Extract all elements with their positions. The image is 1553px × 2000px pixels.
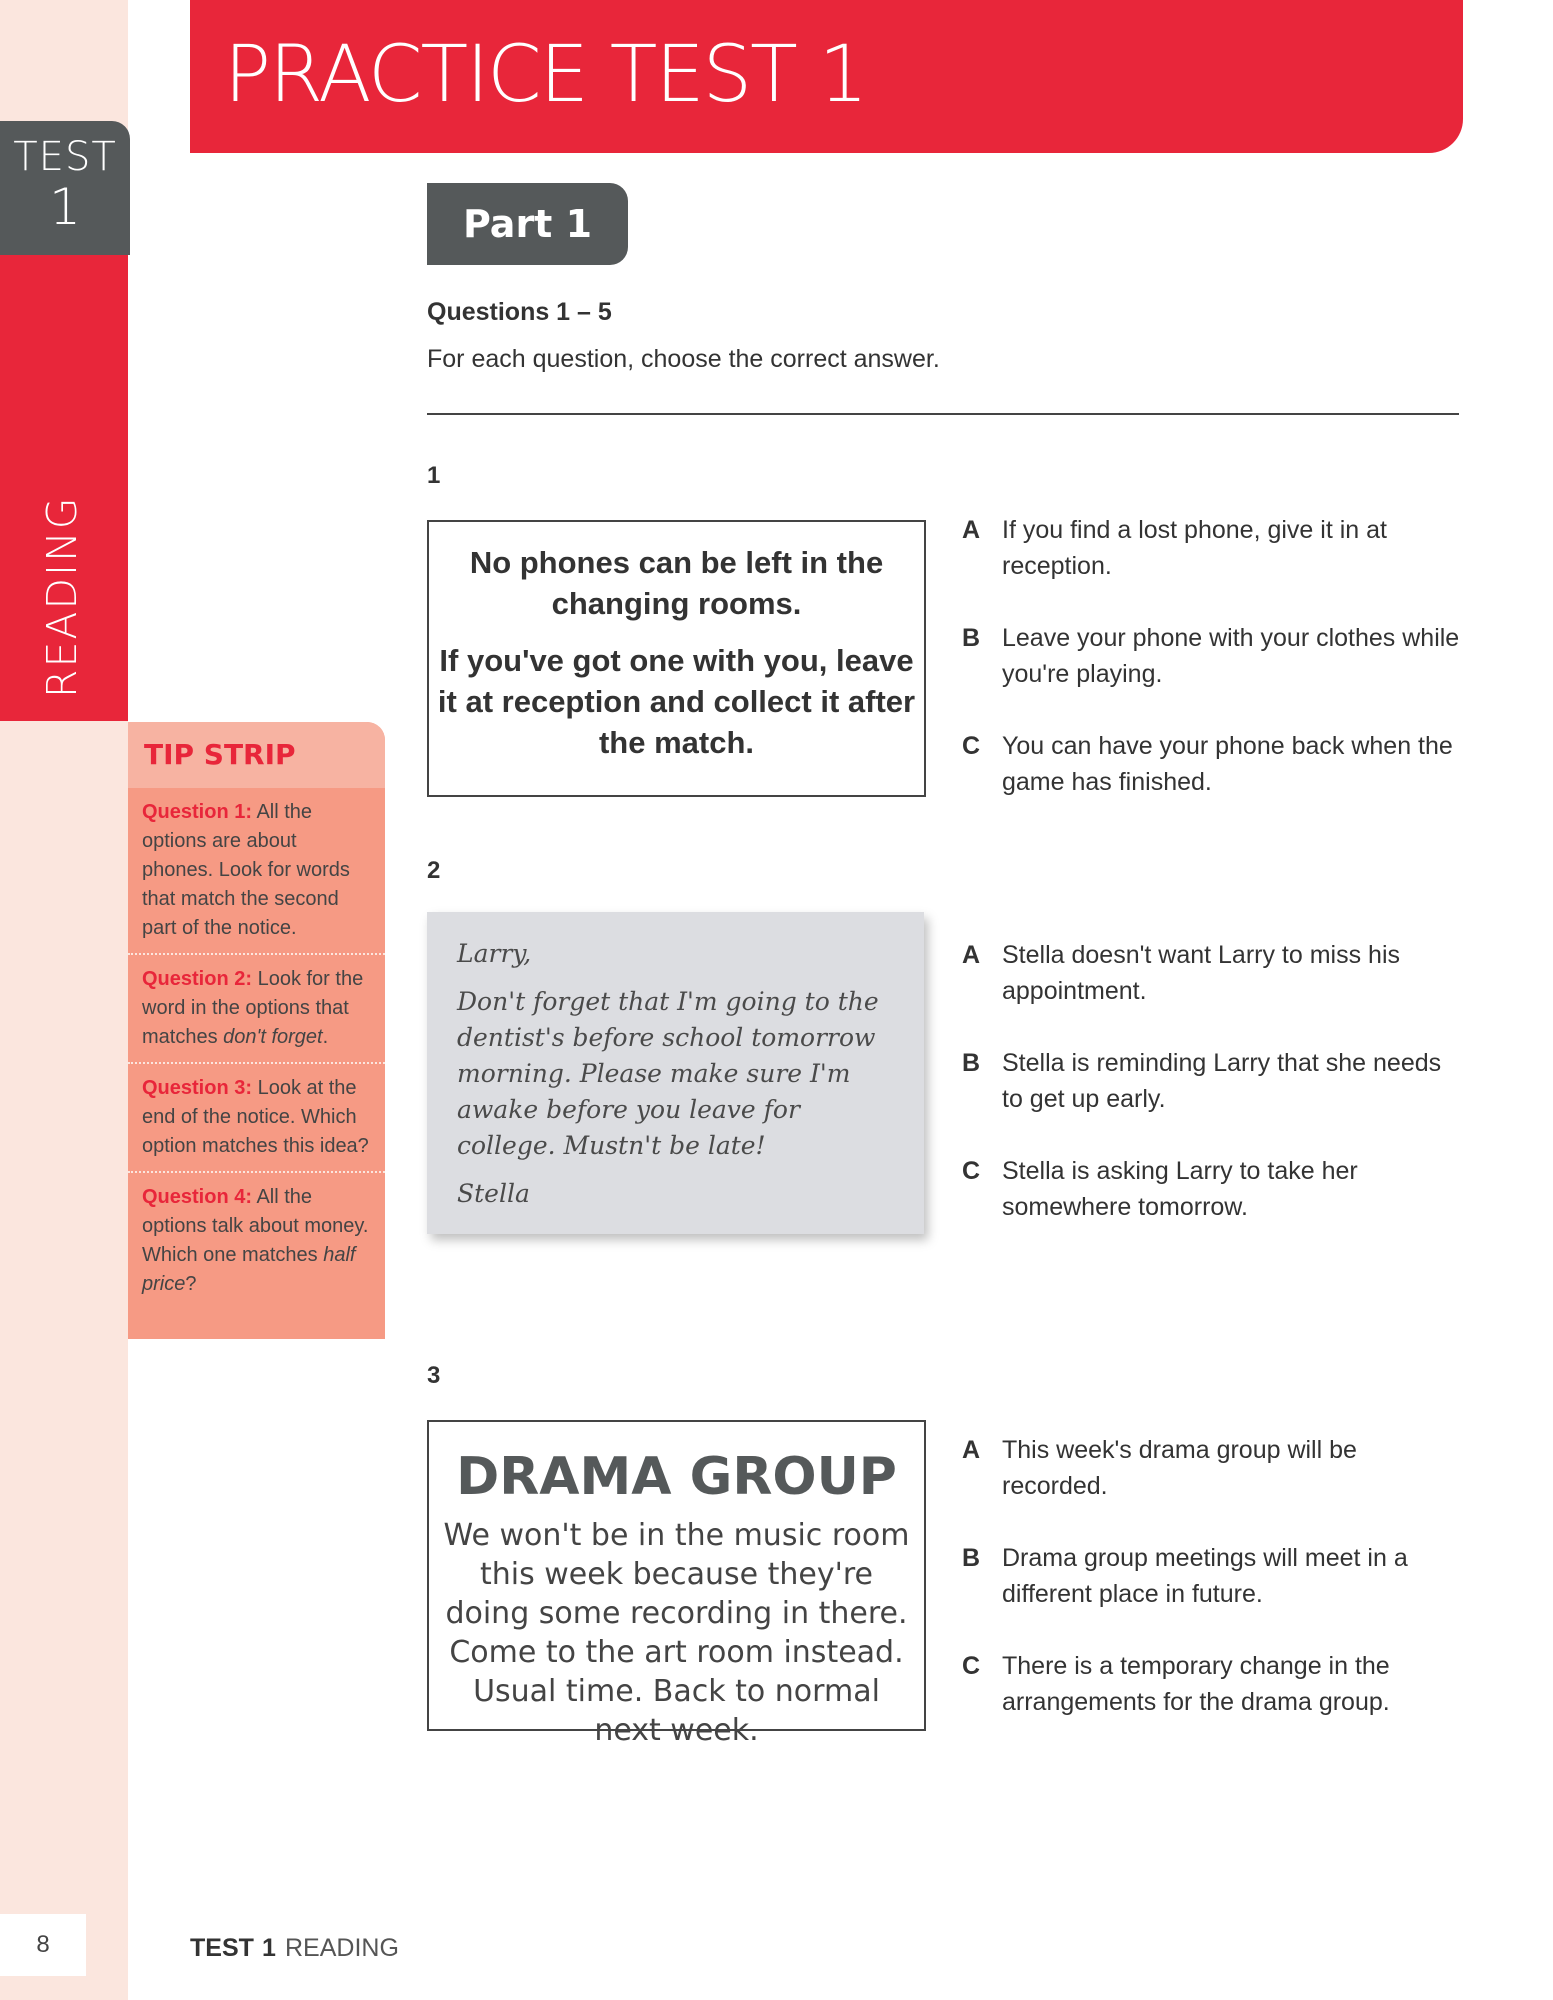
option-text: You can have your phone back when the game has finished. — [1002, 732, 1453, 796]
option-text: Stella doesn't want Larry to miss his appointment. — [1002, 941, 1400, 1005]
test-tab — [0, 121, 130, 255]
note-signoff: Stella — [457, 1179, 530, 1208]
footer-section-label: READING — [285, 1934, 399, 1962]
option-letter: A — [962, 516, 981, 544]
tip-emphasis: half price — [142, 1244, 356, 1295]
tip-item-4 — [128, 1173, 385, 1309]
notice-line-1: No phones can be left in the changing rooms. — [469, 545, 884, 621]
question-number-2: 2 — [427, 857, 441, 884]
option-letter: C — [962, 1652, 981, 1680]
option-letter: C — [962, 732, 981, 760]
question-number-1: 1 — [427, 462, 441, 489]
note-body: Don't forget that I'm going to the dentist's before school tomorrow morning. Please make sure I'm awake before you leave for college. Mustn't be late! — [457, 987, 879, 1160]
q3-option-b[interactable] — [962, 1540, 1462, 1612]
drama-notice-title: DRAMA GROUP — [456, 1447, 897, 1507]
q2-option-c[interactable] — [962, 1153, 1462, 1225]
test-tab-label: TEST — [13, 134, 117, 180]
option-letter: C — [962, 1157, 981, 1185]
tip-label: Question 1: — [142, 801, 253, 823]
notice-line-2: If you've got one with you, leave it at reception and collect it after the match. — [437, 643, 916, 760]
q3-option-c[interactable] — [962, 1648, 1462, 1720]
tip-emphasis: don't forget — [223, 1026, 323, 1048]
option-letter: A — [962, 941, 981, 969]
phone-notice — [427, 520, 926, 797]
header-banner — [190, 0, 1463, 153]
q2-option-b[interactable] — [962, 1045, 1462, 1117]
tip-strip — [128, 722, 385, 1339]
tip-label: Question 3: — [142, 1077, 253, 1099]
tip-text: All the options are about phones. Look for words that match the second part of the notice. — [142, 801, 350, 939]
option-text: If you find a lost phone, give it in at reception. — [1002, 516, 1387, 580]
drama-notice-body: We won't be in the music room this week because they're doing some recording in there. Come to the art room instead. Usual time. Back to normal next week. — [443, 1518, 910, 1748]
option-text: Leave your phone with your clothes while you're playing. — [1002, 624, 1460, 688]
tip-item-1 — [128, 788, 385, 955]
footer-test-label: TEST — [190, 1934, 254, 1962]
q2-option-a[interactable] — [962, 937, 1462, 1009]
q1-option-c[interactable] — [962, 728, 1462, 800]
question-number-3: 3 — [427, 1362, 441, 1389]
tip-label: Question 4: — [142, 1186, 253, 1208]
page-number: 8 — [0, 1914, 86, 1976]
option-text: Stella is reminding Larry that she needs to get up early. — [1002, 1049, 1442, 1113]
handwritten-note — [427, 912, 924, 1234]
option-letter: A — [962, 1436, 981, 1464]
part-badge: Part 1 — [427, 183, 628, 265]
tip-text: Look at the end of the notice. Which option matches this idea? — [142, 1077, 369, 1157]
option-text: Drama group meetings will meet in a different place in future. — [1002, 1544, 1408, 1608]
instruction-text: For each question, choose the correct answer. — [427, 345, 940, 373]
option-text: There is a temporary change in the arrangements for the drama group. — [1002, 1652, 1390, 1716]
tip-label: Question 2: — [142, 968, 253, 990]
tip-item-3 — [128, 1064, 385, 1173]
drama-notice — [427, 1420, 926, 1748]
tip-text: All the options talk about money. Which one matches — [142, 1186, 369, 1266]
option-text: Stella is asking Larry to take her somewhere tomorrow. — [1002, 1157, 1358, 1221]
q1-option-b[interactable] — [962, 620, 1462, 692]
tip-tail: ? — [185, 1273, 197, 1295]
test-tab-number: 1 — [49, 178, 81, 236]
option-letter: B — [962, 624, 981, 652]
tip-text: Look for the word in the options that matches — [142, 968, 364, 1048]
q1-option-a[interactable] — [962, 512, 1462, 584]
questions-range: Questions 1 – 5 — [427, 298, 612, 326]
page-title: PRACTICE TEST 1 — [224, 30, 867, 120]
reading-section-label: READING — [38, 495, 86, 698]
option-letter: B — [962, 1544, 981, 1572]
tip-tail: . — [322, 1026, 329, 1048]
tip-strip-title: TIP STRIP — [128, 722, 385, 788]
option-letter: B — [962, 1049, 981, 1077]
q3-option-a[interactable] — [962, 1432, 1462, 1504]
section-divider — [427, 413, 1459, 415]
tip-item-2 — [128, 955, 385, 1064]
option-text: This week's drama group will be recorded. — [1002, 1436, 1357, 1500]
note-greeting: Larry, — [457, 939, 532, 968]
footer-test-number: 1 — [262, 1934, 276, 1962]
